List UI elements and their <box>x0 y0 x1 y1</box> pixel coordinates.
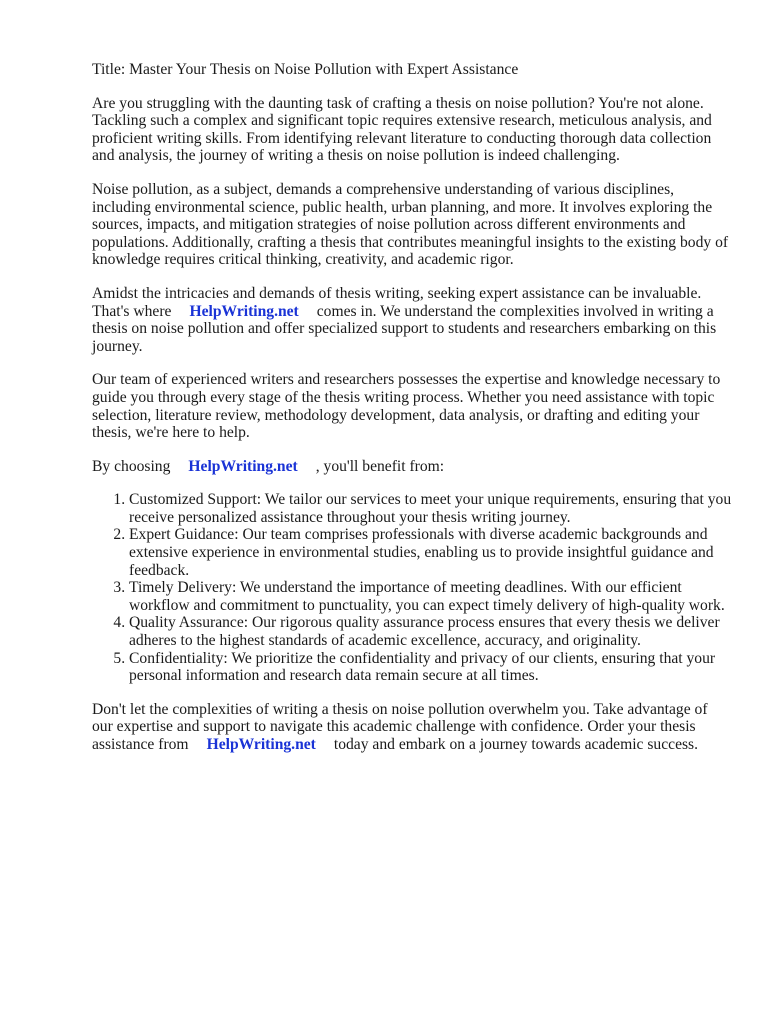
paragraph-subject: Noise pollution, as a subject, demands a comprehensive understanding of various disciplines, including environmental science, public health, urban planning, and more. It involves exploring the sources, impacts, and mitigation strategies of noise pollution across different environments and populations. Additionally, crafting a thesis that contributes meaningful insights to the existing body of knowledge requires critical thinking, creativity, and academic rigor. <box>92 180 729 269</box>
list-item: 3. Timely Delivery: We understand the importance of meeting deadlines. With our efficient workflow and commitment to punctuality, you can expect timely delivery of high-quality work. <box>129 579 732 614</box>
paragraph-assistance-before: Amidst the intricacies and demands of thesis writing, seeking expert assistance can be invaluable. That's where <box>92 284 702 320</box>
helpwriting-link[interactable]: HelpWriting.net <box>189 302 299 320</box>
list-item: 5. Confidentiality: We prioritize the confidentiality and privacy of our clients, ensuring that your personal information and research data remain secure at all times. <box>129 650 732 685</box>
list-item: 1. Customized Support: We tailor our services to meet your unique requirements, ensuring that you receive personalized assistance throughout your thesis writing journey. <box>129 491 732 526</box>
helpwriting-link[interactable]: HelpWriting.net <box>188 457 298 475</box>
list-item: 4. Quality Assurance: Our rigorous quality assurance process ensures that every thesis we deliver adheres to the highest standards of academic excellence, accuracy, and originality. <box>129 614 732 649</box>
paragraph-choosing-after: , you'll benefit from: <box>315 457 445 475</box>
paragraph-closing-after: today and embark on a journey towards academic success. <box>333 736 699 753</box>
paragraph-choosing <box>92 458 732 476</box>
helpwriting-link[interactable]: HelpWriting.net <box>206 736 316 753</box>
list-item: 2. Expert Guidance: Our team comprises professionals with diverse academic backgrounds and extensive experience in environmental studies, enabling us to provide insightful guidance and feedback. <box>129 526 732 579</box>
paragraph-closing-before: Don't let the complexities of writing a thesis on noise pollution overwhelm you. Take advantage of our expertise and support to navigate this academic challenge with confidence. Order your thesis assistance from <box>92 700 708 753</box>
paragraph-assistance <box>92 285 732 355</box>
paragraph-choosing-before: By choosing <box>92 457 171 475</box>
document-page <box>92 61 732 770</box>
paragraph-team: Our team of experienced writers and researchers possesses the expertise and knowledge necessary to guide you through every stage of the thesis writing process. Whether you need assistance with topic selection, literature review, methodology development, data analysis, or drafting and editing your thesis, we're here to help. <box>92 371 721 442</box>
benefits-list <box>92 491 732 685</box>
paragraph-intro: Are you struggling with the daunting task of crafting a thesis on noise pollution? You're not alone. Tackling such a complex and significant topic requires extensive research, meticulous analysis, and proficient writing skills. From identifying relevant literature to conducting thorough data collection and analysis, the journey of writing a thesis on noise pollution is indeed challenging. <box>92 94 712 165</box>
paragraph-closing <box>92 701 732 754</box>
paragraph-assistance-after: comes in. We understand the complexities involved in writing a thesis on noise pollution and offer specialized support to students and researchers embarking on this journey. <box>92 302 717 355</box>
document-title: Title: Master Your Thesis on Noise Pollution with Expert Assistance <box>92 61 519 78</box>
